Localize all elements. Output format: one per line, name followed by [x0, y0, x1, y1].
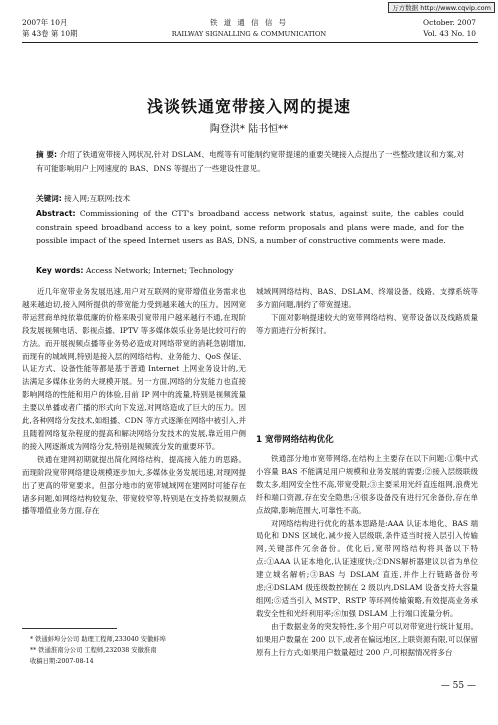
paper-authors: 陶登洪* 陆书恒** — [209, 124, 289, 135]
abstract-cn-text: 介绍了铁通宽带接入网状况,针对 DSLAM、电缆等有可能制约宽带提速的重要关键接入点提出了一些整改建议和方案,对有可能影响用户上网速度的 BAS、DNS 等提出了一些建设性意见。 — [36, 150, 464, 173]
keywords-cn-label: 关键词: — [36, 194, 62, 203]
left-paragraph-2: 铁通在建网初期就提出简化网络结构、提高接入能力的思路。而现阶段宽带网络建设规模逐步加大,多媒体业务发展迅速,对现网提出了更高的带宽要求。但部分地市的宽带城域网在建网时可能存在诸多问题,如网络结构较复杂、带宽较窄等,特别是在支持类似视频点播等增值业务方面,存在 — [22, 454, 246, 516]
left-column — [22, 286, 246, 518]
right-paragraph-2: 下面对影响提速较大的宽带网络结构、宽带设备以及线路质量等方面进行分析探讨。 — [256, 312, 478, 335]
right-column-body — [256, 453, 478, 660]
paper-title: 浅谈铁通宽带接入网的提速 — [146, 97, 351, 116]
header-journal-cn: 铁 道 通 信 信 号 — [209, 18, 289, 27]
right-paragraph-1: 城域网网络结构、BAS、DSLAM、终端设备、线路、支撑系统等多方面问题,制约了带宽提速。 — [256, 287, 478, 309]
section-heading: 1 宽带网络结构优化 — [256, 435, 334, 445]
abstract-en-text: Commissioning of the CTT's broadband access network status, against suite, the cables could constrain speed broadband access to a key point, some reform proposals and plans were made, and for the possible impact of the speed Internet users as BAS, DNS, a number of constructive comments were made. — [36, 209, 464, 246]
page-number: — 55 — — [440, 681, 476, 691]
header-left-volume: 第 43卷 第 10期 — [22, 29, 78, 38]
right-paragraph-4: 对网络结构进行优化的基本思路是:AAA 认证本地化、BAS 端局化和 DNS 区域化,减少接入层级联,条件适当时接入层引入传输网,关键部件冗余备份。优化后,宽带网络结构将具备以下特点:①AAA 认证本地化,认证速度快;②DNS解析器建议以省为单位建立城名解析;③BAS 与 DSLAM 直连,并作上行链路备份考虑;④DSLAM 级连级数控制在 2 级以内,DSLAM 设备支持大容量组网;⑤适当引入 MSTP、RSTP 等环网传输策略,有效提高业务承载安全性和光纤利用率;⑥加强 DSLAM 上行端口流量分析。 — [256, 518, 478, 618]
left-paragraph-1: 近几年宽带业务发展迅速,用户对互联网的宽带增值业务需求也越来越迫切,接入网所提供的带宽能力受到越来越大的压力。因网宽带运营商单纯依靠低廉的价格来吸引宽带用户越来越行不通,在现阶段发展视频电话、影视点播、IPTV 等多媒体娱乐业务是比较可行的方法。而开展视频点播等业务势必造成对网络带宽的消耗急剧增加,而现有的城域网,特别是接入层的网络结构、业务能力、QoS 保证、认证方式、设备性能等都是基于普通 Internet 上网业务设计的,无法满足多媒体业务的大规模开展。另一方面,网络的分发能力也直接影响网络的性能和用户的体验,目前 IP 网中的流量,特别是视频流量主要以单播或者广播的形式向下发送,对网络造成了巨大的压力。因此,各种网络分发技术,如组播、CDN 等方式逐渐在网络中被引入,并且随着网络复杂程度的提高和解决网络分发技术的发展,靠近用户侧的接入网逐渐成为网络分发,特别是视频流分发的重要环节。 — [22, 287, 246, 451]
right-paragraph-3: 铁通部分地市宽带网络,在结构上主要存在以下问题:①集中式小容量 BAS 不能满足用户规模和业务发展的需要;②接入层级联级数太多,组网安全性不高,带宽受限;③主要采用光纤直连组网,浪费光纤和端口资源,存在安全隐患;④很多设备没有进行冗余备份,存在单点故障,影响范围大,可靠性不高。 — [256, 454, 478, 515]
keywords-en-label: Key words: — [36, 266, 84, 275]
footnote-received-date: 收稿日期:2007-08-14 — [30, 658, 94, 665]
keywords-en-text: Access Network; Internet; Technology — [85, 266, 234, 275]
abstract-en — [36, 207, 464, 248]
header-rule — [22, 42, 478, 43]
header-left-date: 2007年 10月 — [22, 18, 68, 27]
keywords-cn — [36, 192, 464, 206]
keywords-en — [36, 264, 464, 278]
header-journal-en: RAILWAY SIGNALLING & COMMUNICATION — [171, 30, 327, 38]
footnote-author-2: ** 铁通淮南分公司 工程师,232038 安徽淮南 — [30, 647, 157, 654]
abstract-cn-label: 摘 要: — [36, 150, 58, 159]
watermark-stamp: 万方数据 http://www.cqvip.com — [388, 2, 495, 13]
right-column-top — [256, 286, 478, 338]
keywords-cn-text: 接入网;互联网;技术 — [64, 194, 131, 203]
footnote-rule — [22, 628, 117, 629]
abstract-cn — [36, 148, 464, 175]
right-paragraph-5: 由于数据业务的突发特性,多个用户可以对带宽进行统计复用。如果用户数量在 200 以下,或者在偏远地区,上联资源有限,可以保留原有上行方式;如果用户数量超过 200 户,可根据情况将多台 — [256, 621, 478, 657]
header-right-date: October. 2007 — [423, 18, 476, 27]
header-right-volume: Vol. 43 No. 10 — [423, 29, 476, 38]
footnotes — [30, 634, 166, 667]
footnote-author-1: * 铁通蚌埠分公司 助理工程师,233040 安徽蚌埠 — [30, 636, 166, 643]
abstract-en-label: Abstract: — [36, 209, 76, 218]
